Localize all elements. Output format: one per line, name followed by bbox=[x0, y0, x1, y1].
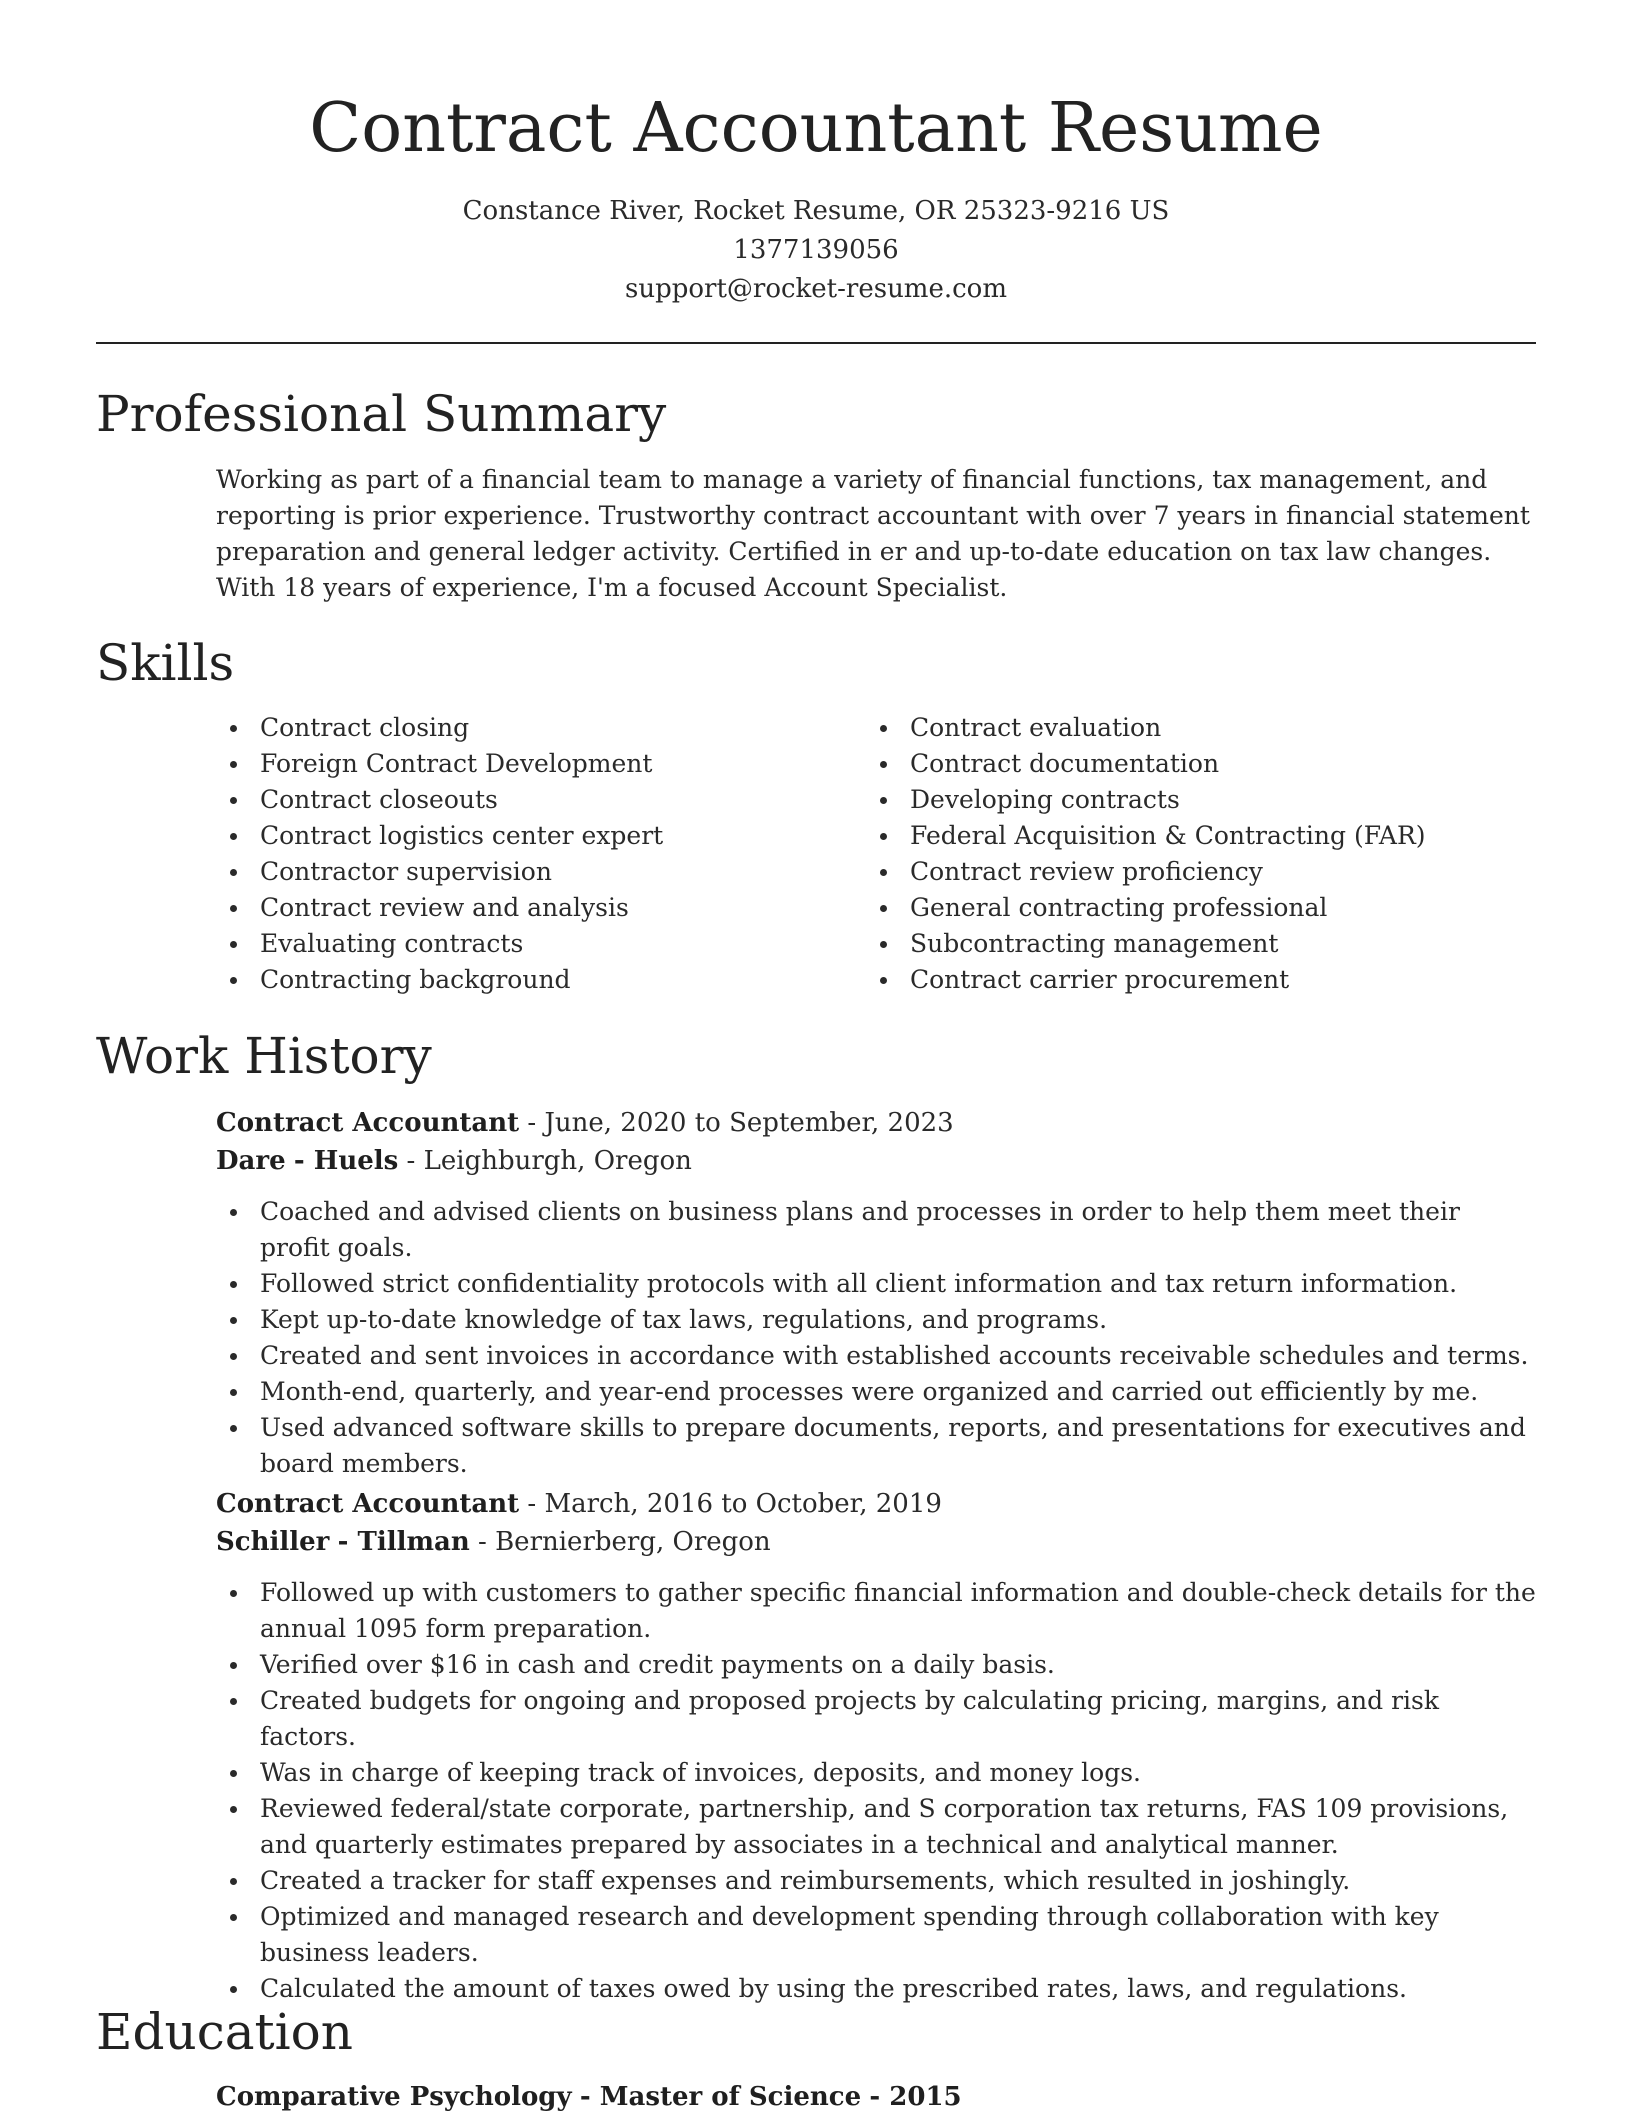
education-year: 2015 bbox=[889, 2082, 962, 2112]
job-dates: March, 2016 to October, 2019 bbox=[544, 1489, 942, 1519]
job-bullet: Reviewed federal/state corporate, partnership, and S corporation tax returns, FAS 109 provisions, and quarterly estimates prepared by associates in a technical and analytical manner. bbox=[216, 1791, 1536, 1863]
work-history-heading: Work History bbox=[96, 1027, 432, 1085]
job-bullet: Month-end, quarterly, and year-end processes were organized and carried out efficiently by me. bbox=[216, 1374, 1536, 1410]
job-bullet: Was in charge of keeping track of invoices, deposits, and money logs. bbox=[216, 1755, 1536, 1791]
skill-item: Subcontracting management bbox=[866, 926, 1536, 962]
job-bullet: Followed up with customers to gather specific financial information and double-check details for the annual 1095 form preparation. bbox=[216, 1575, 1536, 1647]
skills-list-left bbox=[216, 710, 836, 998]
skill-item: Contract documentation bbox=[866, 746, 1536, 782]
header-divider bbox=[96, 342, 1536, 344]
education-separator: - bbox=[579, 2082, 600, 2112]
job-bullet: Created and sent invoices in accordance with established accounts receivable schedules and terms. bbox=[216, 1338, 1536, 1374]
skill-item: Contract closeouts bbox=[216, 782, 836, 818]
resume-title: Contract Accountant Resume bbox=[309, 89, 1323, 168]
location-separator: - bbox=[478, 1527, 496, 1557]
skill-item: Contract logistics center expert bbox=[216, 818, 836, 854]
job-bullet: Optimized and managed research and development spending through collaboration with key business leaders. bbox=[216, 1899, 1536, 1971]
skill-item: Evaluating contracts bbox=[216, 926, 836, 962]
job-dates: June, 2020 to September, 2023 bbox=[544, 1108, 954, 1138]
summary-text: Working as part of a financial team to manage a variety of financial functions, tax management, and reporting is prior experience. Trustworthy contract accountant with over 7 years in financial statement preparation and general ledger activity. Certified in er and up-to-date education on tax law changes. With 18 years of experience, I'm a focused Account Specialist. bbox=[216, 465, 1530, 602]
skill-item: Contractor supervision bbox=[216, 854, 836, 890]
job-title-line bbox=[216, 1485, 1536, 1523]
company-separator: - bbox=[337, 1527, 358, 1557]
skill-item: Contract review and analysis bbox=[216, 890, 836, 926]
job-company-line bbox=[216, 1523, 1536, 1561]
skill-item: Contract evaluation bbox=[866, 710, 1536, 746]
company-separator: - bbox=[293, 1146, 314, 1176]
skill-item: Foreign Contract Development bbox=[216, 746, 836, 782]
contact-phone: 1377139056 bbox=[733, 235, 899, 265]
job-bullet: Used advanced software skills to prepare documents, reports, and presentations for executives and board members. bbox=[216, 1410, 1536, 1482]
job-bullet: Kept up-to-date knowledge of tax laws, regulations, and programs. bbox=[216, 1302, 1536, 1338]
contact-info bbox=[0, 192, 1632, 309]
company-name-part: Schiller bbox=[216, 1527, 330, 1557]
job-bullets bbox=[216, 1575, 1536, 2007]
education-entry bbox=[216, 2078, 1536, 2112]
job-company-line bbox=[216, 1142, 1536, 1180]
summary-heading: Professional Summary bbox=[96, 385, 667, 443]
company-name-part: Tillman bbox=[357, 1527, 470, 1557]
education-field: Comparative Psychology bbox=[216, 2082, 572, 2112]
skills-list-right bbox=[866, 710, 1536, 998]
skill-item: Contract closing bbox=[216, 710, 836, 746]
job-bullet: Created a tracker for staff expenses and reimbursements, which resulted in joshingly. bbox=[216, 1863, 1536, 1899]
job-entry bbox=[216, 1104, 1536, 1482]
skill-item: Developing contracts bbox=[866, 782, 1536, 818]
company-name-part: Huels bbox=[313, 1146, 399, 1176]
job-title: Contract Accountant bbox=[216, 1108, 520, 1138]
job-separator: - bbox=[527, 1108, 545, 1138]
location-separator: - bbox=[406, 1146, 424, 1176]
contact-email: support@rocket-resume.com bbox=[624, 274, 1007, 304]
skill-item: Contract review proficiency bbox=[866, 854, 1536, 890]
job-title-line bbox=[216, 1104, 1536, 1142]
contact-address: Constance River, Rocket Resume, OR 25323-9216 US bbox=[462, 196, 1170, 226]
job-bullet: Calculated the amount of taxes owed by using the prescribed rates, laws, and regulations. bbox=[216, 1971, 1536, 2007]
job-location: Bernierberg, Oregon bbox=[495, 1527, 771, 1557]
job-entry bbox=[216, 1485, 1536, 2007]
job-separator: - bbox=[527, 1489, 545, 1519]
job-location: Leighburgh, Oregon bbox=[423, 1146, 692, 1176]
company-name-part: Dare bbox=[216, 1146, 286, 1176]
job-bullet: Verified over $16 in cash and credit payments on a daily basis. bbox=[216, 1647, 1536, 1683]
job-bullet: Coached and advised clients on business plans and processes in order to help them meet their profit goals. bbox=[216, 1194, 1536, 1266]
skill-item: Contracting background bbox=[216, 962, 836, 998]
education-heading: Education bbox=[96, 2003, 353, 2061]
skill-item: Contract carrier procurement bbox=[866, 962, 1536, 998]
skill-item: Federal Acquisition & Contracting (FAR) bbox=[866, 818, 1536, 854]
job-bullets bbox=[216, 1194, 1536, 1482]
education-separator: - bbox=[869, 2082, 890, 2112]
skills-heading: Skills bbox=[96, 634, 235, 692]
education-degree: Master of Science bbox=[599, 2082, 862, 2112]
job-bullet: Created budgets for ongoing and proposed projects by calculating pricing, margins, and risk factors. bbox=[216, 1683, 1536, 1755]
job-title: Contract Accountant bbox=[216, 1489, 520, 1519]
job-bullet: Followed strict confidentiality protocols with all client information and tax return information. bbox=[216, 1266, 1536, 1302]
skill-item: General contracting professional bbox=[866, 890, 1536, 926]
